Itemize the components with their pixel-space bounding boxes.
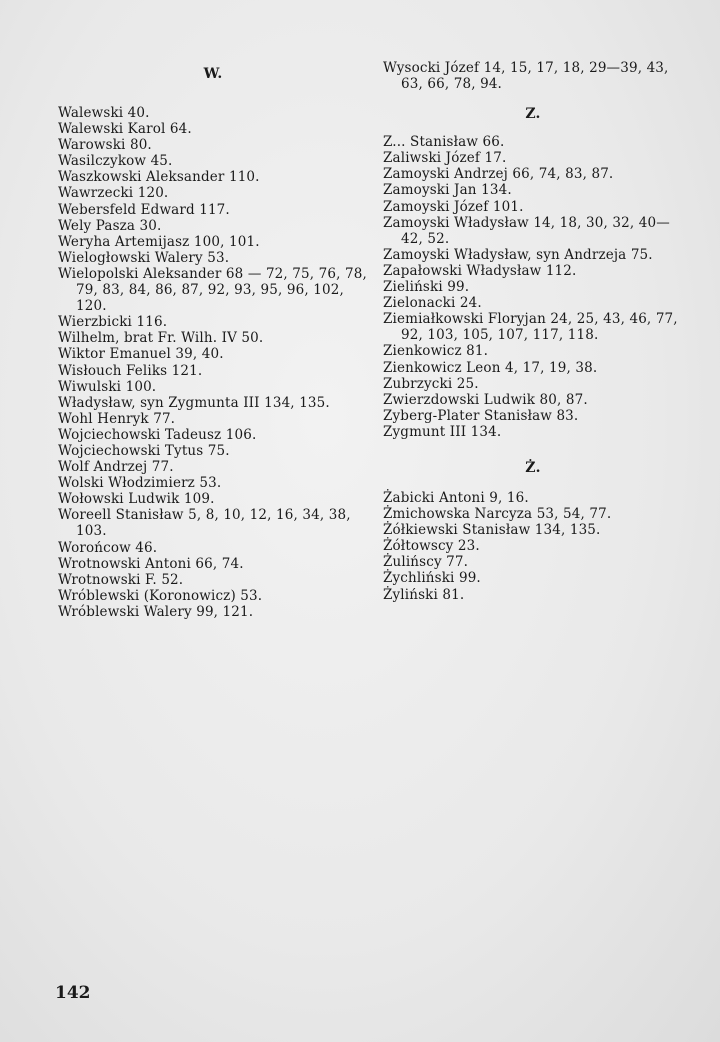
section-heading-w: W. [203,66,223,82]
index-entry: Żabicki Antoni 9, 16. [383,489,529,506]
index-entry: Żyliński 81. [383,586,465,603]
index-entry: Wróblewski Walery 99, 121. [58,603,254,620]
index-entry: Wawrzecki 120. [58,185,169,202]
index-entry: Zamoyski Władysław, syn Andrzeja 75. [383,246,653,263]
index-entry: Zyberg-Plater Stanisław 83. [383,407,579,424]
index-entry: Waszkowski Aleksander 110. [58,169,260,186]
index-entry: Żmichowska Narcyza 53, 54, 77. [383,506,612,523]
index-entry: Zamoyski Jan 134. [383,182,512,199]
index-entry: Wilhelm, brat Fr. Wilh. IV 50. [58,330,264,347]
index-entry: Wierzbicki 116. [58,314,168,331]
index-entry: Żółkiewski Stanisław 134, 135. [383,522,601,539]
index-entry: Walewski 40. [58,105,150,121]
index-entry: Żychliński 99. [383,570,481,587]
index-entry: Żulińscy 77. [383,554,469,571]
index-entry: Zamoyski Andrzej 66, 74, 83, 87. [383,166,614,183]
index-entry-continuation: Wysocki Józef 14, 15, 17, 18, 29—39, 43, 63, 66, 78, 94. [383,60,673,93]
index-entry: Zaliwski Józef 17. [383,150,507,167]
page-number: 142 [55,983,91,1003]
index-column-left [58,60,372,620]
index-entry: Wielogłowski Walery 53. [58,249,230,266]
index-entry: Zieliński 99. [383,279,470,296]
index-entry: Z... Stanisław 66. [383,134,505,151]
index-entry: Wolski Włodzimierz 53. [58,475,222,492]
index-entry: Weryha Artemijasz 100, 101. [58,233,260,250]
index-entry: Zamoyski Władysław 14, 18, 30, 32, 40—42, 52. [383,214,670,247]
index-entry: Wolf Andrzej 77. [58,459,174,476]
index-entry: Wohl Henryk 77. [58,410,176,427]
index-entry: Wely Pasza 30. [58,217,162,234]
index-entry: Warowski 80. [58,137,152,154]
index-entry: Wołowski Ludwik 109. [58,491,215,508]
index-entry: Wisłouch Feliks 121. [58,362,203,379]
index-entry: Ziemiałkowski Floryjan 24, 25, 43, 46, 77, 92, 103, 105, 107, 117, 118. [383,311,683,344]
entries-w [58,105,372,620]
index-entry: Wojciechowski Tadeusz 106. [58,426,257,443]
entries-z [383,134,683,440]
index-column-right [383,60,683,603]
index-entry: Wiwulski 100. [58,378,157,395]
index-entry: Zienkowicz 81. [383,343,489,360]
index-entry: Walewski Karol 64. [58,121,192,138]
section-heading-z: Z. [525,106,541,123]
index-entry: Zwierzdowski Ludwik 80, 87. [383,391,588,408]
index-entry: Wiktor Emanuel 39, 40. [58,346,224,363]
index-entry: Worońcow 46. [58,539,158,556]
index-entry: Żółtowscy 23. [383,538,480,555]
index-entry: Wojciechowski Tytus 75. [58,442,230,459]
index-entry: Zamoyski Józef 101. [383,198,524,215]
section-heading-z-dot: Ż. [525,459,541,476]
index-entry: Władysław, syn Zygmunta III 134, 135. [58,394,330,411]
index-entry: Zienkowicz Leon 4, 17, 19, 38. [383,359,598,376]
index-entry: Zubrzycki 25. [383,375,479,392]
index-entry: Zielonacki 24. [383,295,482,312]
index-entry: Wrotnowski Antoni 66, 74. [58,555,244,572]
index-entry: Wróblewski (Koronowicz) 53. [58,587,263,604]
entries-z-dot [383,490,683,603]
index-entry: Zygmunt III 134. [383,423,502,440]
index-entry: Wielopolski Aleksander 68 — 72, 75, 76, 78, 79, 83, 84, 86, 87, 92, 93, 95, 96, 102, 120. [58,265,372,315]
index-entry: Webersfeld Edward 117. [58,201,230,218]
index-entry: Wrotnowski F. 52. [58,571,184,588]
index-entry: Zapałowski Władysław 112. [383,262,577,279]
index-entry: Woreell Stanisław 5, 8, 10, 12, 16, 34, 38, 103. [58,507,356,540]
index-entry: Wasilczykow 45. [58,153,173,170]
